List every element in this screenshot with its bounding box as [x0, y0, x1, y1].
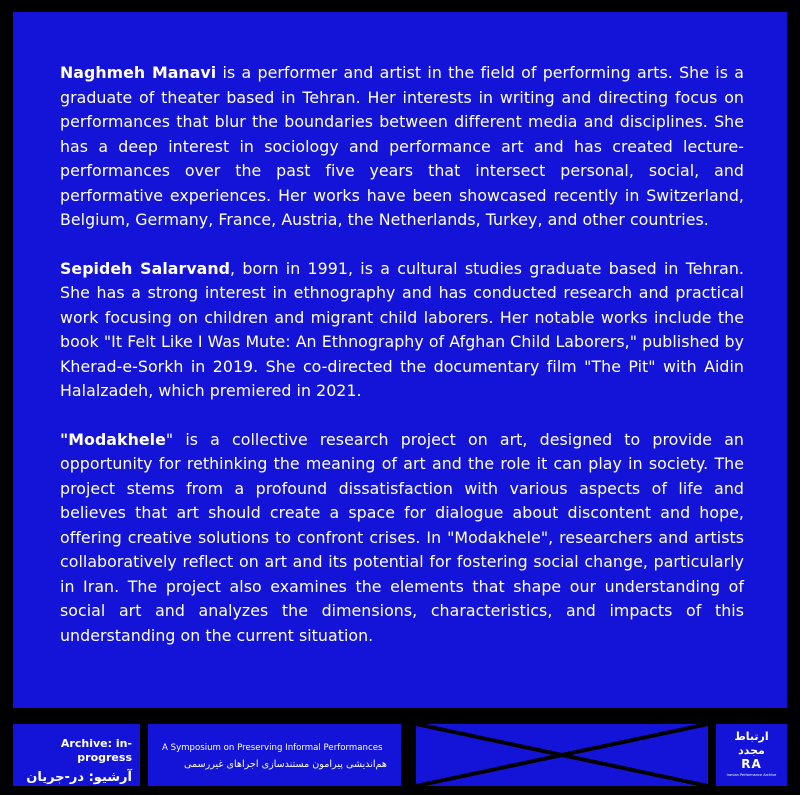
- project-name: "Modakhele: [60, 429, 166, 449]
- logo-fa-line2: مجدد: [738, 744, 765, 757]
- bio-text: is a performer and artist in the field of performing arts. She is a graduate of theater based in Tehran. Her interests in writing and directing focus on performances that blur the boundaries between different media and disciplines. She has a deep interest in sociology and performance art and has created lecture-performances over the past five years that intersect personal, social, and performative experiences. Her works have been showcased recently in Switzerland, Belgium, Germany, France, Austria, the Netherlands, Turkey, and other countries.: [60, 63, 744, 229]
- bio-name: Sepideh Salarvand: [60, 258, 231, 278]
- bio-text: , born in 1991, is a cultural studies graduate based in Tehran. She has a strong interest in ethnography and has conducted research and practical work focusing on children and migrant child laborers. Her notable works include the book "It Felt Like I Was Mute: An Ethnography of Afghan Child Laborers," published by Kherad-e-Sorkh in 2019. She co-directed the documentary film "The Pit" with Aidin Halalzadeh, which premiered in 2021.: [60, 258, 744, 400]
- project-description-modakhele: [60, 428, 744, 649]
- bio-sepideh-salarvand: [60, 257, 744, 404]
- archive-label-fa: آرشیو: در-جریان: [26, 770, 132, 785]
- cross-graphic-icon: [416, 724, 708, 786]
- footer-bar: [0, 718, 800, 795]
- archive-label-box: [13, 724, 140, 786]
- archive-label-en: Archive: in-progress: [60, 737, 132, 764]
- logo-en: RA: [741, 757, 762, 771]
- symposium-title-fa: هم‌اندیشی پیرامون مستندسازی اجراهای غیررسمی: [184, 759, 387, 770]
- cross-graphic-box: [416, 724, 708, 786]
- symposium-title-box: [148, 724, 401, 786]
- logo-fa-line1: ارتباط: [734, 730, 769, 743]
- bio-panel: [13, 12, 787, 708]
- project-text: " is a collective research project on art, designed to provide an opportunity for rethinking the meaning of art and the role it can play in society. The project stems from a profound dissatisfaction with various aspects of life and believes that art should create a space for dialogue about discontent and hope, offering creative solutions to confront crises. In "Modakhele", researchers and artists collaboratively reflect on art and its potential for fostering social change, particularly in Iran. The project also examines the elements that shape our understanding of social art and analyzes the dimensions, characteristics, and impacts of this understanding on the current situation.: [60, 429, 744, 645]
- symposium-title-en: A Symposium on Preserving Informal Performances: [162, 743, 383, 753]
- logo-box: [716, 724, 787, 786]
- logo-subtitle: Iranian Performance Archive: [726, 773, 777, 777]
- bio-name: Naghmeh Manavi: [60, 63, 217, 82]
- bio-naghmeh-manavi: [60, 61, 744, 233]
